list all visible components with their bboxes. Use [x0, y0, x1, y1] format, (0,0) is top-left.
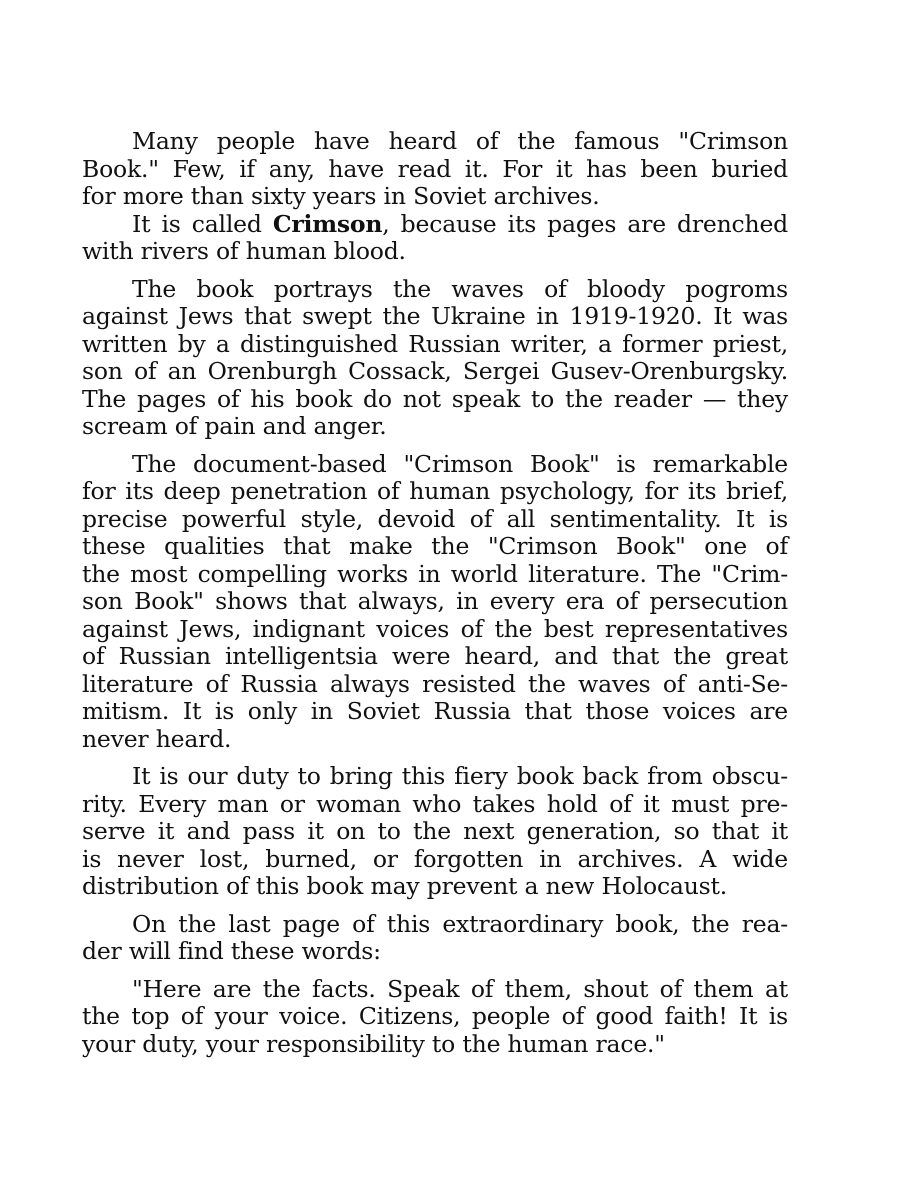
text-line: The book portrays the waves of bloody pogroms [132, 274, 788, 303]
text-line: son of an Orenburgh Cossack, Sergei Gusev-Orenburgsky. [82, 357, 788, 385]
text-line: for more than sixty years in Soviet archives. [82, 182, 600, 210]
paragraph-6 [82, 911, 788, 966]
text-line: never heard. [82, 724, 232, 753]
paragraph-gap [82, 441, 788, 451]
paragraph-7-quote [82, 976, 788, 1059]
text-line: written by a distinguished Russian writer, a former priest, [82, 329, 788, 358]
paragraph-gap [82, 266, 788, 276]
text-line: the most compelling works in world literature. The "Crim- [82, 559, 788, 588]
text-line: son Book" shows that always, in every era of persecution [82, 587, 788, 615]
document-page [82, 128, 788, 1058]
text-line: It is our duty to bring this fiery book back from obscu- [132, 762, 788, 790]
paragraph-gap [82, 966, 788, 976]
text-line: The document-based "Crimson Book" is remarkable [132, 449, 788, 478]
text-line: these qualities that make the "Crimson Book" one of [82, 532, 788, 560]
text-line: "Here are the facts. Speak of them, shout of them at [132, 974, 788, 1003]
text-line: the top of your voice. Citizens, people of good faith! It is [82, 1002, 788, 1030]
text-line: of Russian intelligentsia were heard, and that the great [82, 642, 788, 670]
text-line: Book." Few, if any, have read it. For it has been buried [82, 154, 788, 183]
paragraph-3 [82, 276, 788, 441]
paragraph-1 [82, 128, 788, 211]
paragraph-2 [82, 211, 788, 266]
text-line: against Jews that swept the Ukraine in 1919-1920. It was [82, 302, 788, 330]
text-line: der will find these words: [82, 937, 381, 965]
paragraph-5 [82, 763, 788, 901]
text-line: On the last page of this extraordinary book, the rea- [132, 909, 788, 938]
paragraph-gap [82, 901, 788, 911]
text-run: , because its pages are drenched [382, 209, 788, 238]
text-line: mitism. It is only in Soviet Russia that those voices are [82, 697, 788, 725]
text-line: for its deep penetration of human psychology, for its brief, [82, 477, 788, 505]
text-run: It is called [132, 209, 273, 238]
text-line: is never lost, burned, or forgotten in archives. A wide [82, 844, 788, 873]
text-line [82, 211, 788, 239]
text-line: your duty, your responsibility to the human race." [82, 1029, 665, 1058]
text-line: The pages of his book do not speak to the reader — they [82, 384, 788, 413]
text-line: rity. Every man or woman who takes hold of it must pre- [82, 789, 788, 818]
text-line: against Jews, indignant voices of the best representatives [82, 614, 788, 643]
text-line: with rivers of human blood. [82, 237, 406, 265]
text-line: literature of Russia always resisted the waves of anti-Se- [82, 669, 788, 698]
text-line: serve it and pass it on to the next generation, so that it [82, 817, 788, 845]
paragraph-4 [82, 451, 788, 754]
emphasized-word: Crimson [272, 209, 383, 238]
text-line: precise powerful style, devoid of all sentimentality. It is [82, 504, 788, 533]
text-line: scream of pain and anger. [82, 412, 387, 440]
text-line: distribution of this book may prevent a new Holocaust. [82, 872, 728, 900]
text-line: Many people have heard of the famous "Crimson [132, 127, 788, 155]
